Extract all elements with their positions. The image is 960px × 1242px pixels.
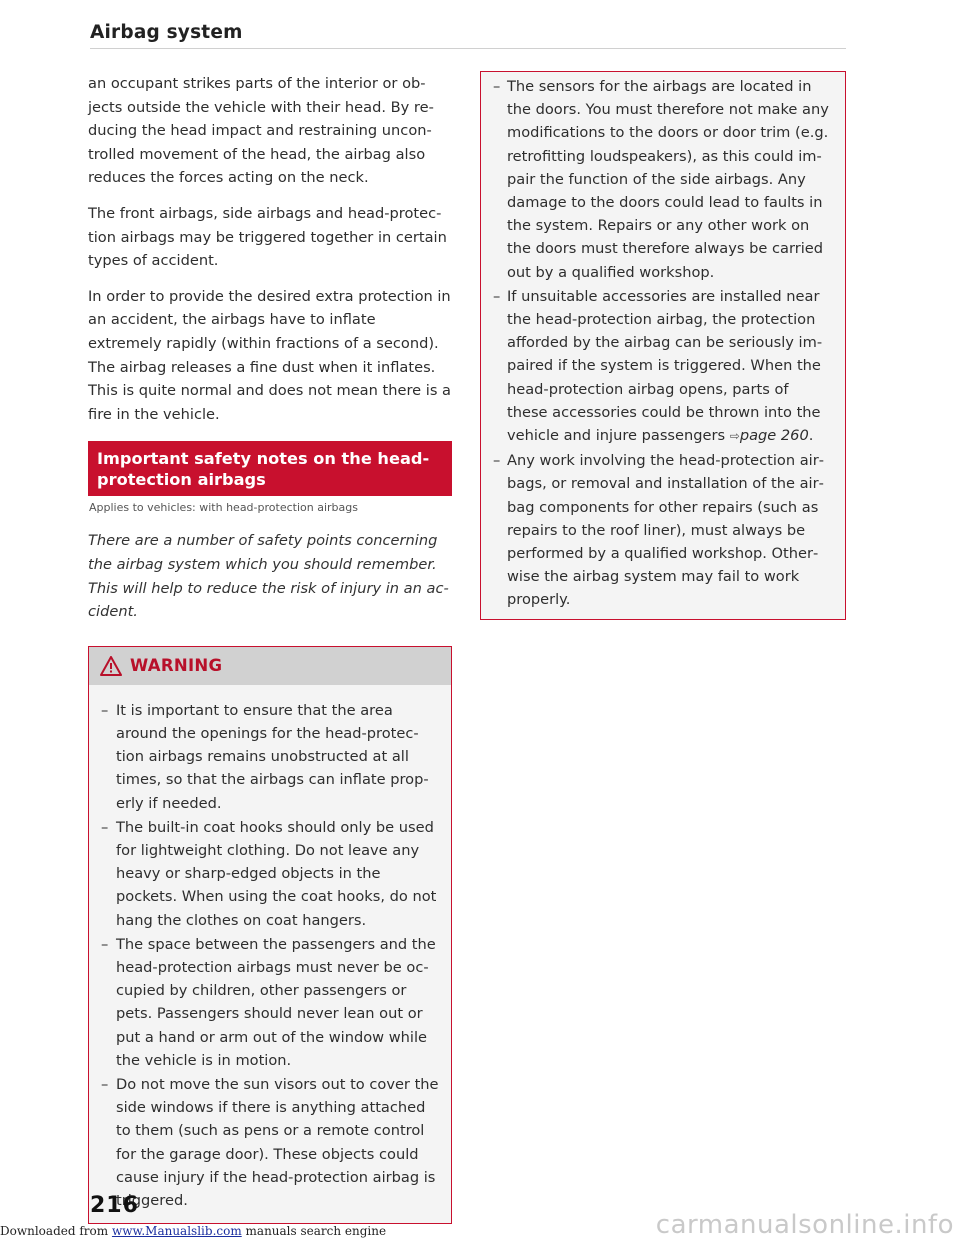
footer-suffix: manuals search engine — [245, 1224, 387, 1238]
warning-box — [88, 646, 452, 1224]
applies-note: Applies to vehicles: with head-protection airbags — [89, 501, 358, 515]
list-item: – The sensors for the airbags are located in the doors. You must therefore not make any modifications to the doors or door trim (e.g. retrofitting loudspeakers), as this could impair the function of the side airbags. Any damage to the doors could lead to faults in the system. Repairs or any other work on the doors must therefore always be carried out by a qualified workshop. — [493, 75, 831, 284]
download-footer — [0, 1224, 386, 1238]
paragraph: The front airbags, side airbags and head-protection airbags may be triggered together in certain types of accident. — [88, 204, 447, 270]
intro-text: There are a number of safety points concerning the airbag system which you should remember. This will help to reduce the risk of injury in an accident. — [88, 532, 449, 621]
list-item-text: If unsuitable accessories are installed near the head-protection airbag, the protection afforded by the airbag can be seriously impaired if the system is triggered. When the head-protection airbag opens, parts of these accessories could be thrown into the vehicle and injure passengers — [507, 287, 823, 445]
right-column — [480, 71, 846, 620]
sentence-end: . — [808, 427, 814, 445]
list-item: – The built-in coat hooks should only be used for lightweight clothing. Do not leave any heavy or sharp-edged objects in the pockets. When using the coat hooks, do not hang the clothes on coat hangers. — [101, 816, 439, 932]
warning-continuation-box — [480, 71, 846, 620]
paragraph: In order to provide the desired extra protection in an accident, the airbags have to inflate extremely rapidly (within fractions of a second). The airbag releases a fine dust when it inflates. This is quite normal and does not mean there is a fire in the vehicle. — [88, 287, 451, 423]
warning-list — [493, 75, 831, 612]
watermark: carmanualsonline.info — [655, 1210, 954, 1240]
footer-prefix: Downloaded from — [0, 1224, 109, 1238]
list-item: – It is important to ensure that the area around the openings for the head-protection airbags remains unobstructed at all times, so that the airbags can inflate properly if needed. — [101, 699, 439, 815]
header-divider — [90, 48, 846, 49]
left-column — [88, 72, 452, 1224]
list-item: – Any work involving the head-protection airbags, or removal and installation of the airbag components for other repairs (such as repairs to the roof liner), must always be performed by a qualified workshop. Otherwise the airbag system may fail to work properly. — [493, 449, 831, 611]
page-title: Airbag system — [90, 22, 243, 43]
paragraph: an occupant strikes parts of the interior or objects outside the vehicle with their head. By reducing the head impact and restraining uncontrolled movement of the head, the airbag also reduces the forces acting on the neck. — [88, 75, 434, 187]
warning-list — [89, 685, 451, 1223]
arrow-right-icon: ⇨ — [729, 429, 740, 444]
list-item: – Do not move the sun visors out to cover the side windows if there is anything attached to them (such as pens or a remote control for the garage door). These objects could cause injury if the head-protection airbag is triggered. — [101, 1073, 439, 1212]
section-heading: Important safety notes on the head-protection airbags — [88, 441, 452, 496]
warning-triangle-icon — [100, 656, 122, 676]
warning-header — [89, 647, 451, 685]
page-reference-link[interactable]: page 260 — [739, 427, 809, 445]
page-number: 216 — [90, 1193, 139, 1218]
list-item-with-reference — [493, 285, 831, 448]
list-item: – The space between the passengers and the head-protection airbags must never be occupied by children, other passengers or pets. Passengers should never lean out or put a hand or arm out of the window while the vehicle is in motion. — [101, 933, 439, 1072]
manualslib-link[interactable]: www.Manualslib.com — [111, 1224, 242, 1238]
warning-label: WARNING — [130, 656, 223, 676]
